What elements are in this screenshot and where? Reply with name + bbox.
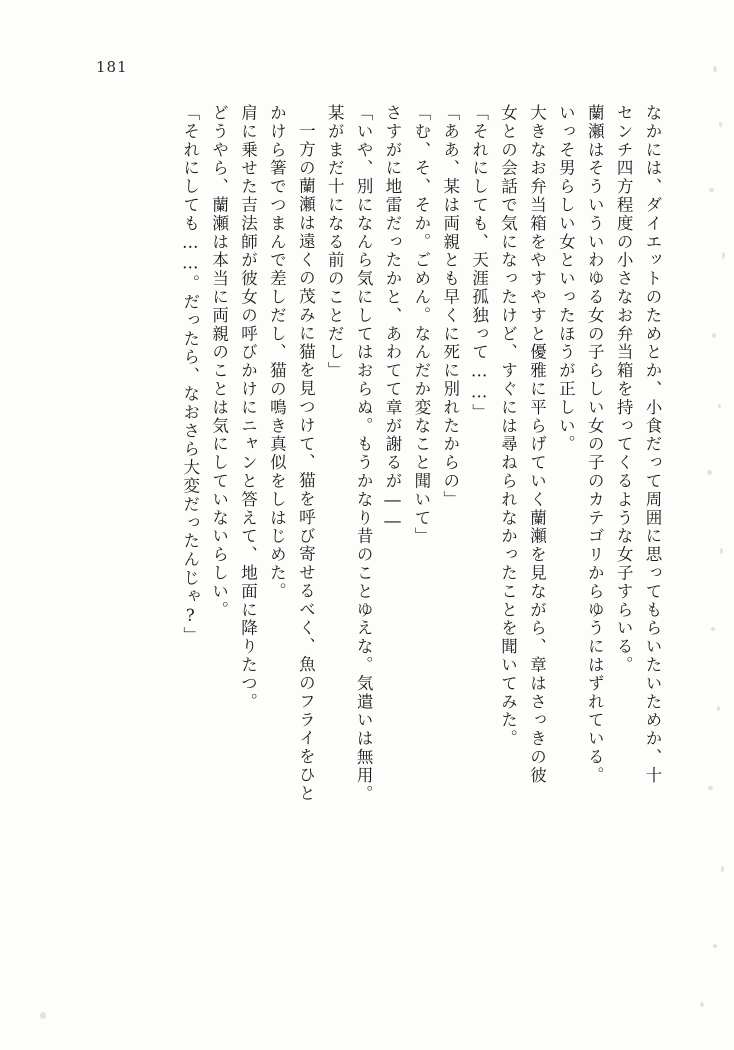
- text-line: 女との会話で気になったけど、すぐには尋ねられなかったことを聞いてみた。: [498, 104, 518, 748]
- text-line: 肩に乗せた吉法師が彼女の呼びかけにニャンと答えて、地面に降りたつ。: [238, 104, 258, 712]
- page-body-text: [80, 104, 660, 914]
- scan-speck: [709, 188, 714, 192]
- scan-speck: [40, 1012, 46, 1019]
- scan-speck: [708, 786, 713, 790]
- text-line: いっそ男らしい女といったほうが正しい。: [556, 104, 576, 454]
- scan-speck: [713, 66, 717, 72]
- text-line: 蘭瀬はそういういわゆる女の子らしい女の子のカテゴリからゆうにはずれている。: [585, 104, 605, 785]
- scan-speck: [712, 333, 716, 338]
- text-line: 「む、そ、そか。ごめん。なんだか変なこと聞いて」: [411, 104, 431, 546]
- scan-speck: [700, 1002, 704, 1007]
- text-line: 大きなお弁当箱をやすやすと優雅に平らげていく蘭瀬を見ながら、章はさっきの彼: [527, 104, 547, 785]
- scan-speck: [718, 404, 721, 408]
- text-line: 「いや、別になんら気にしてはおらぬ。もうかなり昔のことゆえな。気遣いは無用。: [354, 104, 374, 804]
- scan-speck: [721, 866, 724, 872]
- scan-speck: [711, 627, 715, 631]
- text-line: さすがに地雷だったかと、あわてて章が謝るが――: [382, 104, 402, 533]
- text-line: どうやら、蘭瀬は本当に両親のことは気にしていないらしい。: [209, 104, 229, 620]
- text-line: かけら箸でつまんで差しだし、猫の鳴き真似をしはじめた。: [267, 104, 287, 601]
- scan-speck: [722, 252, 725, 259]
- text-line: 一方の蘭瀬は遠くの茂みに猫を見つけて、猫を呼び寄せるべく、魚のフライをひと: [296, 122, 316, 803]
- scan-speck: [720, 548, 723, 554]
- text-line: 「それにしても……。だったら、なおさら大変だったんじゃ?」: [180, 104, 200, 646]
- text-line: なかには、ダイエットのためとか、小食だって周囲に思ってもらいたいためか、十: [643, 104, 662, 785]
- scan-speck: [717, 706, 720, 711]
- text-line: 某がまだ十になる前のことだし」: [325, 104, 345, 380]
- scan-speck: [707, 470, 712, 475]
- text-line: センチ四方程度の小さなお弁当箱を持ってくるような女子すらいる。: [614, 104, 634, 675]
- text-line: 「それにしても、天涯孤独って……」: [469, 104, 489, 422]
- page-number: 181: [96, 58, 128, 76]
- scan-speck: [719, 122, 722, 127]
- scan-speck: [713, 944, 717, 948]
- text-line: 「ああ、某は両親とも早くに死に別れたからの」: [440, 104, 460, 509]
